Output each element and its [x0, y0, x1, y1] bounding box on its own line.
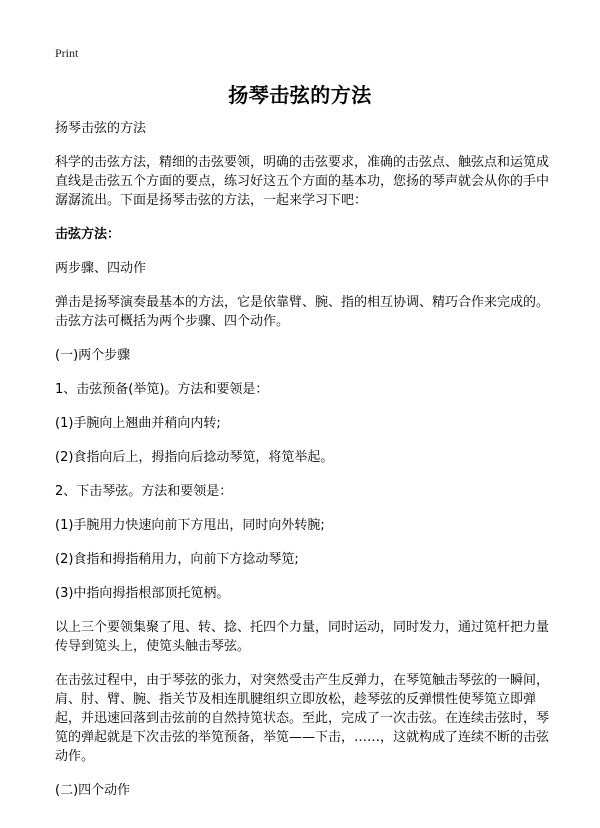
- step-2-point-3: (3)中指向拇指根部顶托笕柄。: [55, 586, 230, 601]
- step-1-point-1: (1)手腕向上翘曲并稍向内转;: [55, 416, 221, 431]
- paragraph-process: 在击弦过程中，由于琴弦的张力，对突然受击产生反弹力，在琴笕触击琴弦的一瞬间，肩、肘、臂、腕、指关节及相连肌腱组织立即放松，趁琴弦的反弹惯性使琴笕立即弹起，并迅速回落到击弦前的自然持笕状态。至此，完成了一次击弦。在连续击弦时，琴笕的弹起就是下次击弦的举笕预备，举笕——下击，……，这就构成了连续不断的击弦动作。: [55, 673, 550, 764]
- step-1-point-2: (2)食指向后上，拇指向后捻动琴笕，将笕举起。: [55, 450, 334, 465]
- paragraph-explanation: 弹击是扬琴演奏最基本的方法，它是依靠臂、腕、指的相互协调、精巧合作来完成的。击弦方法可概括为两个步骤、四个动作。: [55, 295, 550, 329]
- document-body: [55, 119, 550, 815]
- section-heading: 击弦方法：: [55, 227, 121, 242]
- step-2-heading: 2、下击琴弦。方法和要领是：: [55, 484, 233, 499]
- print-link[interactable]: Print: [55, 46, 79, 60]
- paragraph-subtitle: 扬琴击弦的方法: [55, 121, 147, 136]
- step-1-heading: 1、击弦预备(举笕)。方法和要领是：: [55, 382, 269, 397]
- step-2-point-2: (2)食指和拇指稍用力，向前下方捻动琴笕;: [55, 552, 299, 567]
- paragraph-summary: 两步骤、四动作: [55, 261, 147, 276]
- subsection-heading-steps: (一)两个步骤: [55, 348, 131, 363]
- paragraph-forces: 以上三个要领集聚了甩、转、捻、托四个力量，同时运动，同时发力，通过笕杆把力量传导到笕头上，使笕头触击琴弦。: [55, 620, 550, 654]
- subsection-heading-actions: (二)四个动作: [55, 783, 131, 798]
- step-2-point-1: (1)手腕用力快速向前下方甩出，同时向外转腕;: [55, 518, 325, 533]
- paragraph-intro: 科学的击弦方法，精细的击弦要领，明确的击弦要求，准确的击弦点、触弦点和运笕成直线是击弦五个方面的要点，练习好这五个方面的基本功，您扬的琴声就会从你的手中潺潺流出。下面是扬琴击弦的方法，一起来学习下吧：: [55, 155, 550, 208]
- document-title: 扬琴击弦的方法: [228, 83, 372, 107]
